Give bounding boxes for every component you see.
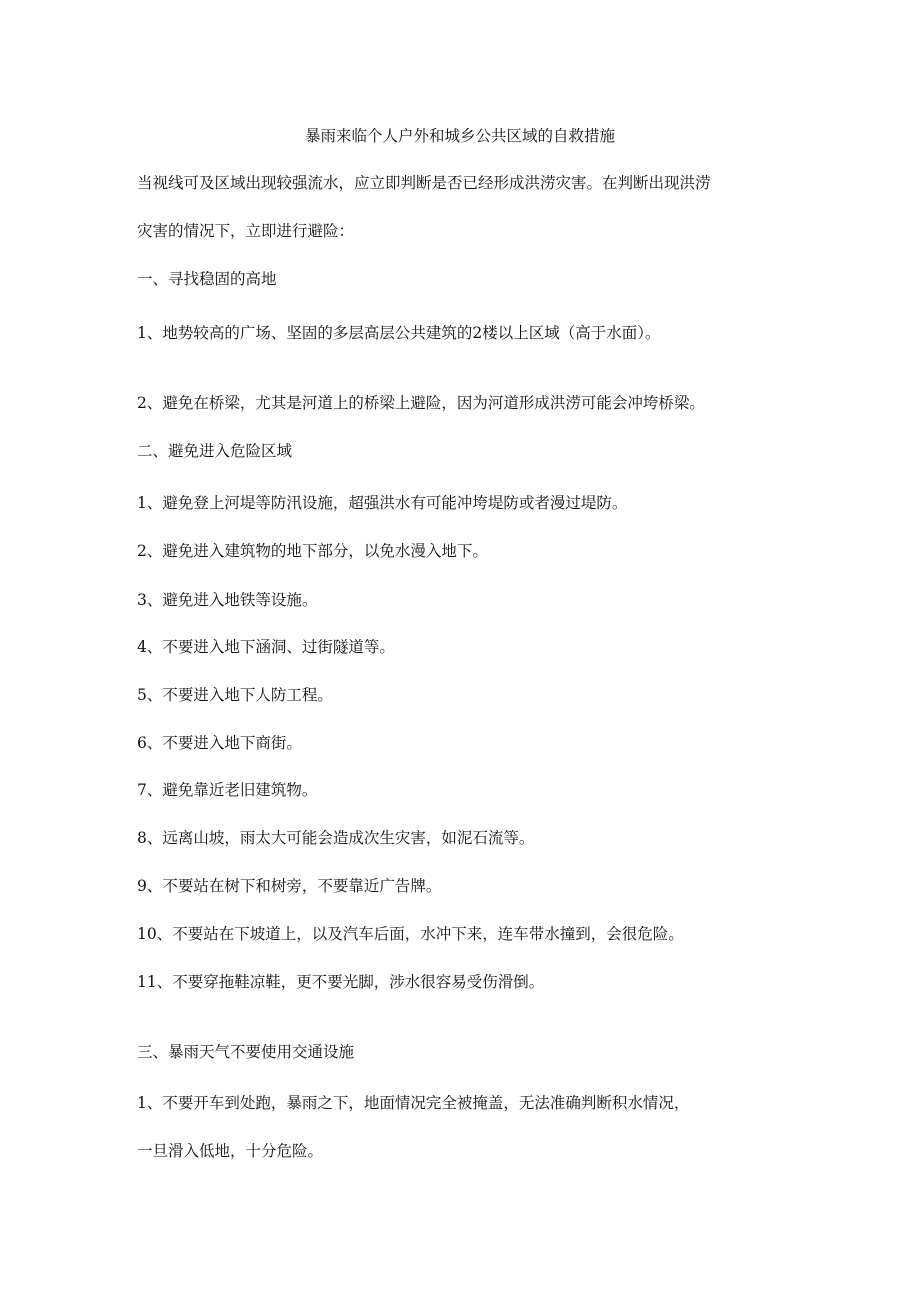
section-2-item-9: 9、不要站在树下和树旁，不要靠近广告牌。 (137, 877, 442, 895)
section-2-heading: 二、避免进入危险区域 (137, 442, 293, 460)
section-2-item-5: 5、不要进入地下人防工程。 (137, 686, 333, 704)
section-2-item-8: 8、远离山坡，雨太大可能会造成次生灾害，如泥石流等。 (137, 829, 535, 847)
section-2-item-6: 6、不要进入地下商街。 (137, 734, 302, 752)
section-2-item-1: 1、避免登上河堤等防汛设施，超强洪水有可能冲垮堤防或者漫过堤防。 (137, 494, 628, 512)
section-2-item-4: 4、不要进入地下涵洞、过街隧道等。 (137, 638, 395, 656)
section-2-item-11: 11、不要穿拖鞋凉鞋，更不要光脚，涉水很容易受伤滑倒。 (137, 973, 545, 991)
section-2-item-2: 2、避免进入建筑物的地下部分，以免水漫入地下。 (137, 542, 488, 560)
section-2-item-7: 7、避免靠近老旧建筑物。 (137, 781, 318, 799)
section-1-heading: 一、寻找稳固的高地 (137, 270, 277, 288)
section-3-item-1-continued: 一旦滑入低地，十分危险。 (137, 1142, 324, 1160)
section-3-item-1: 1、不要开车到处跑，暴雨之下，地面情况完全被掩盖，无法准确判断积水情况， (137, 1094, 690, 1112)
section-2-item-10: 10、不要站在下坡道上，以及汽车后面，水冲下来，连车带水撞到，会很危险。 (137, 925, 684, 943)
intro-line-1: 当视线可及区域出现较强流水，应立即判断是否已经形成洪涝灾害。在判断出现洪涝 (137, 174, 711, 192)
document-title: 暴雨来临个人户外和城乡公共区域的自救措施 (304, 127, 615, 145)
section-3-heading: 三、暴雨天气不要使用交通设施 (137, 1043, 355, 1061)
intro-line-2: 灾害的情况下，立即进行避险： (137, 222, 355, 240)
section-1-item-2: 2、避免在桥梁，尤其是河道上的桥梁上避险，因为河道形成洪涝可能会冲垮桥梁。 (137, 394, 705, 412)
section-2-item-3: 3、避免进入地铁等设施。 (137, 591, 318, 609)
section-1-item-1: 1、地势较高的广场、坚固的多层高层公共建筑的2楼以上区域（高于水面）。 (137, 324, 661, 342)
